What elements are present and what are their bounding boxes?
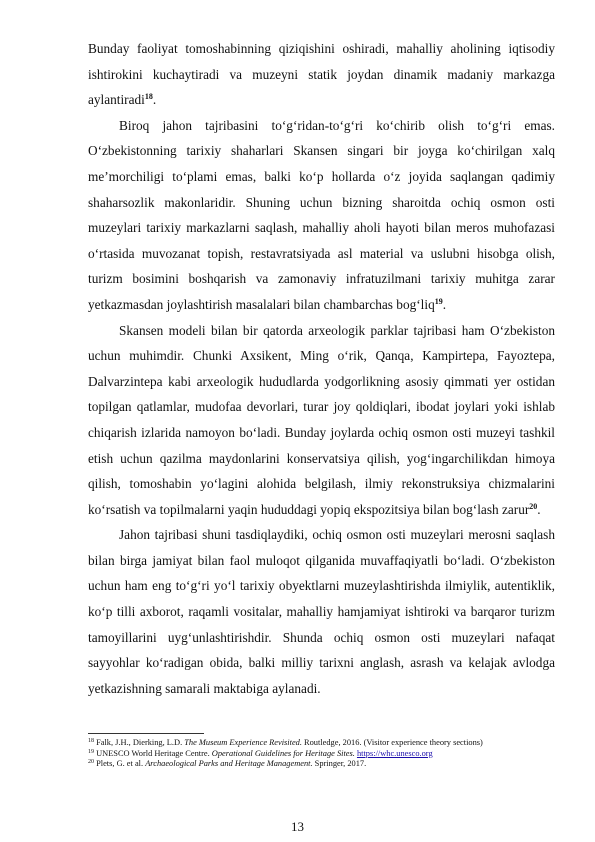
footnote-20 [88,759,555,770]
paragraph-2 [88,113,555,318]
footnote-19 [88,749,555,760]
footnote-number: 19 [88,748,94,755]
footnote-ref-19[interactable]: 19 [434,296,443,306]
footnote-publisher: Routledge, 2016. (Visitor experience theory sections) [301,738,483,747]
footnote-link[interactable]: https://whc.unesco.org [356,748,433,758]
footnotes [88,738,555,770]
paragraph-3-end: . [537,501,541,517]
footnote-number: 20 [88,759,94,766]
footnote-18 [88,738,555,749]
paragraph-4 [88,522,555,701]
footnote-ref-18[interactable]: 18 [144,92,153,102]
paragraph-2-text: Biroq jahon tajribasini to‘g‘ridan-to‘g‘ri ko‘chirib olish to‘g‘ri emas. O‘zbekistonning tarixiy shaharlari Skansen singari bir joyga ko‘chirilgan xalq me’morchiligi to‘plami emas, balki ko‘p hollarda o‘z joyida saqlangan qadimiy shaharsozlik makonlaridir. Shuning uchun bizning sharoitda ochiq osmon osti muzeylari tarixiy markazlarni saqlash, mahalliy aholi hayoti bilan meros muhofazasi o‘rtasida muvozanat topish, restavratsiyada asl material va uslubni hisobga olish, turizm bosimini boshqarish va zamonaviy infratuzilmani tarixiy muhitga zarar yetkazmasdan joylashtirish masalalari bilan chambarchas bog‘liq [88,117,555,312]
footnote-authors: UNESCO World Heritage Centre. [96,748,212,758]
footnote-authors: Falk, J.H., Dierking, L.D. [96,738,185,747]
footnote-number: 18 [88,738,94,744]
footnote-separator [88,733,204,734]
footnote-title: Archaeological Parks and Heritage Management. [145,759,313,769]
paragraph-3-text: Skansen modeli bilan bir qatorda arxeologik parklar tajribasi ham O‘zbekiston uchun muhimdir. Chunki Axsikent, Ming o‘rik, Qanqa, Kampirtepa, Fayoztepa, Dalvarzintepa kabi arxeologik hududlarda yodgorlikning asosiy qimmati yer ostidan topilgan qatlamlar, mudofaa devorlari, turar joy qoldiqlari, ibodat joylari yoki ishlab chiqarish izlarida namoyon bo‘ladi. Bunday joylarda ochiq osmon osti muzeyi tashkil etish uchun qazilma maydonlarini konservatsiya qilish, yog‘ingarchilikdan himoya qilish, tomoshabin yo‘lagini alohida belgilash, ilmiy rekonstruksiya chizmalarini ko‘rsatish va topilmalarni yaqin hududdagi yopiq ekspozitsiya bilan bog‘lash zarur [88,322,555,517]
page-number: 13 [291,819,304,834]
paragraph-1-end: . [152,92,157,108]
footnote-ref-20[interactable]: 20 [529,501,538,511]
body-text [88,36,555,701]
footnote-title: The Museum Experience Revisited. [184,738,302,747]
paragraph-3 [88,318,555,523]
paragraph-1-text: Bunday faoliyat tomoshabinning qiziqishini oshiradi, mahalliy aholining iqtisodiy ishtirokini kuchaytiradi va muzeyni statik joydan dinamik madaniy markazga aylantiradi [88,41,555,108]
footnote-authors: Plets, G. et al. [96,759,146,769]
paragraph-4-text: Jahon tajribasi shuni tasdiqlaydiki, ochiq osmon osti muzeylari merosni saqlash bilan birga jamiyat bilan faol muloqot qilganida muvaffaqiyatli bo‘ladi. O‘zbekiston uchun ham eng to‘g‘ri yo‘l tarixiy obyektlarni muzeylashtirishda ilmiylik, autentiklik, ko‘p tilli axborot, raqamli vositalar, mahalliy hamjamiyat ishtiroki va barqaror turizm tamoyillarini uyg‘unlashtirishdir. Shunda ochiq osmon osti muzeylari nafaqat sayyohlar ko‘radigan obida, balki milliy tarixni anglash, asrash va kelajak avlodga yetkazishning samarali maktabiga aylanadi. [88,527,555,696]
paragraph-2-end: . [442,296,447,312]
footnote-publisher: Springer, 2017. [312,759,367,769]
footnote-title: Operational Guidelines for Heritage Sites. [211,748,355,758]
paragraph-1 [88,36,555,113]
